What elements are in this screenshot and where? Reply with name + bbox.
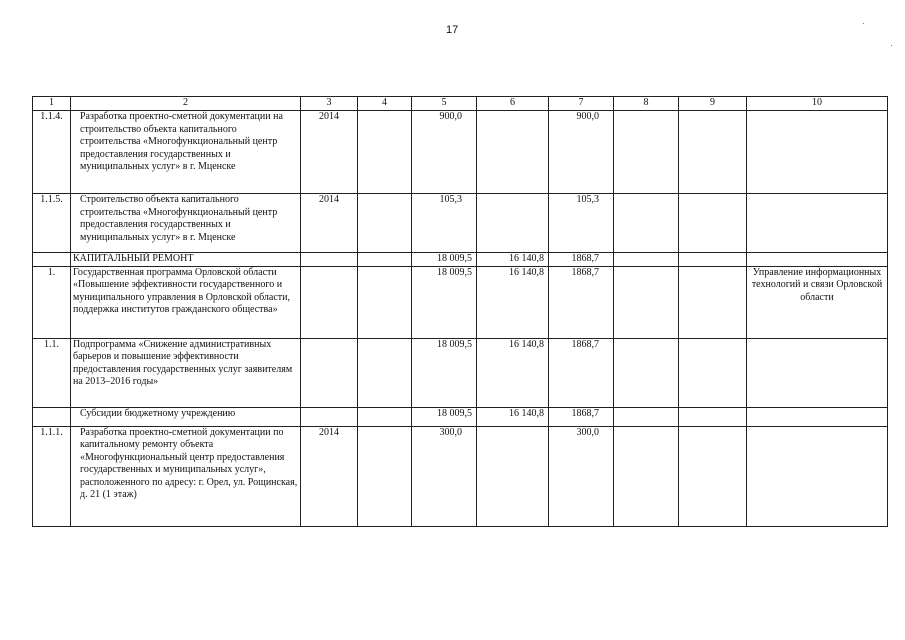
- row-col4: [358, 253, 412, 267]
- table-row: [33, 426, 888, 526]
- header-cell: 8: [614, 97, 679, 111]
- row-col6: [477, 426, 549, 526]
- header-cell: 10: [747, 97, 888, 111]
- row-col6: 16 140,8: [477, 266, 549, 338]
- row-col6: 16 140,8: [477, 407, 549, 426]
- row-col5: 18 009,5: [412, 407, 477, 426]
- row-executor: [747, 111, 888, 194]
- header-cell: 5: [412, 97, 477, 111]
- scan-speck: ·: [862, 18, 865, 28]
- row-col5: 18 009,5: [412, 266, 477, 338]
- row-number: 1.1.5.: [33, 194, 71, 253]
- row-name: Разработка проектно-сметной документации по капитальному ремонту объекта «Многофункциональный центр предоставления государственных и муниципальных услуг», расположенного по адресу: г. Орел, ул. Рощинская, д. 21 (1 этаж): [71, 426, 301, 526]
- row-col6: [477, 194, 549, 253]
- row-col6: 16 140,8: [477, 253, 549, 267]
- row-col4: [358, 111, 412, 194]
- table-row: [33, 111, 888, 194]
- table-row: [33, 266, 888, 338]
- row-executor: [747, 407, 888, 426]
- row-name: Подпрограмма «Снижение административных барьеров и повышение эффективности предоставления государственных услуг заявителям на 2013–2016 годы»: [71, 338, 301, 407]
- scan-speck: ·: [890, 40, 893, 50]
- row-year: 2014: [301, 111, 358, 194]
- page-number: 17: [446, 24, 459, 36]
- row-number: 1.1.4.: [33, 111, 71, 194]
- row-name: Государственная программа Орловской области «Повышение эффективности государственного и муниципального управления в Орловской области, поддержка институтов гражданского общества»: [71, 266, 301, 338]
- row-col9: [679, 338, 747, 407]
- row-col7: 900,0: [549, 111, 614, 194]
- row-col6: 16 140,8: [477, 338, 549, 407]
- section-title: КАПИТАЛЬНЫЙ РЕМОНТ: [71, 253, 301, 267]
- header-cell: 6: [477, 97, 549, 111]
- row-year: 2014: [301, 194, 358, 253]
- row-executor: [747, 253, 888, 267]
- row-number: 1.1.1.: [33, 426, 71, 526]
- row-col8: [614, 194, 679, 253]
- row-executor: [747, 194, 888, 253]
- row-col8: [614, 426, 679, 526]
- row-col8: [614, 407, 679, 426]
- row-name: Субсидии бюджетному учреждению: [71, 407, 301, 426]
- table-row: [33, 407, 888, 426]
- row-col6: [477, 111, 549, 194]
- row-executor: Управление информационных технологий и связи Орловской области: [747, 266, 888, 338]
- row-col9: [679, 407, 747, 426]
- row-col4: [358, 194, 412, 253]
- row-col5: 18 009,5: [412, 338, 477, 407]
- row-number: [33, 407, 71, 426]
- row-col5: 900,0: [412, 111, 477, 194]
- section-row: [33, 253, 888, 267]
- row-number: 1.1.: [33, 338, 71, 407]
- row-col7: 1868,7: [549, 338, 614, 407]
- row-name: Разработка проектно-сметной документации на строительство объекта капитального строительства «Многофункциональный центр предоставления государственных и муниципальных услуг» в г. Мценске: [71, 111, 301, 194]
- budget-table: [32, 96, 888, 527]
- row-col7: 1868,7: [549, 266, 614, 338]
- header-cell: 1: [33, 97, 71, 111]
- row-col7: 300,0: [549, 426, 614, 526]
- header-cell: 7: [549, 97, 614, 111]
- row-col5: 105,3: [412, 194, 477, 253]
- row-col9: [679, 194, 747, 253]
- row-year: 2014: [301, 426, 358, 526]
- header-cell: 4: [358, 97, 412, 111]
- row-year: [301, 407, 358, 426]
- row-col7: 1868,7: [549, 407, 614, 426]
- row-col7: 1868,7: [549, 253, 614, 267]
- row-col5: 300,0: [412, 426, 477, 526]
- row-col7: 105,3: [549, 194, 614, 253]
- row-number: [33, 253, 71, 267]
- row-col5: 18 009,5: [412, 253, 477, 267]
- row-col4: [358, 338, 412, 407]
- row-col8: [614, 338, 679, 407]
- row-year: [301, 253, 358, 267]
- row-col9: [679, 111, 747, 194]
- header-row: [33, 97, 888, 111]
- table-row: [33, 338, 888, 407]
- row-executor: [747, 338, 888, 407]
- table-row: [33, 194, 888, 253]
- row-col8: [614, 253, 679, 267]
- row-col4: [358, 407, 412, 426]
- row-col4: [358, 426, 412, 526]
- row-col9: [679, 426, 747, 526]
- row-name: Строительство объекта капитального строительства «Многофункциональный центр предоставления государственных и муниципальных услуг» в г. Мценске: [71, 194, 301, 253]
- row-year: [301, 338, 358, 407]
- row-executor: [747, 426, 888, 526]
- row-number: 1.: [33, 266, 71, 338]
- row-col4: [358, 266, 412, 338]
- row-year: [301, 266, 358, 338]
- header-cell: 3: [301, 97, 358, 111]
- header-cell: 2: [71, 97, 301, 111]
- row-col9: [679, 266, 747, 338]
- row-col9: [679, 253, 747, 267]
- row-col8: [614, 266, 679, 338]
- row-col8: [614, 111, 679, 194]
- header-cell: 9: [679, 97, 747, 111]
